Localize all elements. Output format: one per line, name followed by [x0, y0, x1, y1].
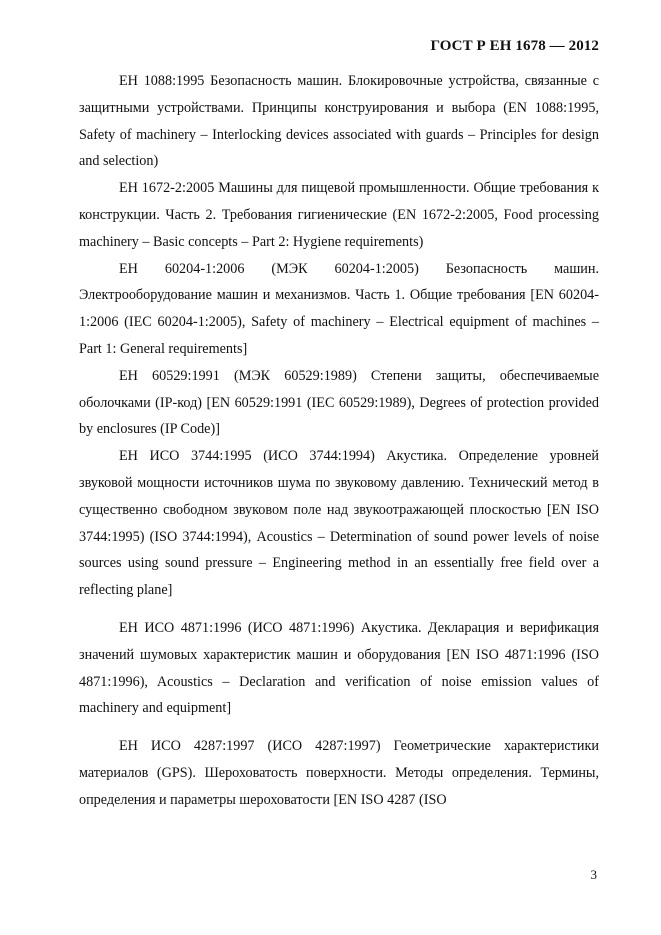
- document-header: ГОСТ Р ЕН 1678 — 2012: [430, 38, 599, 54]
- reference-en-iso-4871: ЕН ИСО 4871:1996 (ИСО 4871:1996) Акустика. Декларация и верификация значений шумовых характеристик машин и оборудования [EN ISO 4871:1996 (ISO 4871:1996), Acoustics – Declaration and verification of noise emission values of machinery and equipment]: [79, 619, 599, 717]
- page-number: 3: [590, 867, 597, 882]
- reference-en-iso-4287: ЕН ИСО 4287:1997 (ИСО 4287:1997) Геометрические характеристики материалов (GPS). Шероховатость поверхности. Методы определения. Термины, определения и параметры шероховатости [EN ISO 4287 (ISO: [79, 738, 599, 808]
- reference-en-iso-3744: ЕН ИСО 3744:1995 (ИСО 3744:1994) Акустика. Определение уровней звуковой мощности источников шума по звуковому давлению. Технический метод в существенно свободном звуковом поле над звукоотражающей плоскостью [EN ISO 3744:1995) (ISO 3744:1994), Acoustics – Determination of sound power levels of noise sources using sound pressure – Engineering method in an essentially free field over a reflecting plane]: [79, 448, 599, 599]
- reference-en-60529: ЕН 60529:1991 (МЭК 60529:1989) Степени защиты, обеспечиваемые оболочками (IP-код) [EN 60529:1991 (IEC 60529:1989), Degrees of protection provided by enclosures (IP Code)]: [79, 367, 599, 438]
- reference-en-60204-1: ЕН 60204-1:2006 (МЭК 60204-1:2005) Безопасность машин. Электрооборудование машин и механизмов. Часть 1. Общие требования [EN 60204-1:2006 (IEC 60204-1:2005), Safety of machinery – Electrical equipment of machines – Part 1: General requirements]: [79, 260, 599, 357]
- normative-references: [79, 68, 599, 814]
- reference-en-1088: ЕН 1088:1995 Безопасность машин. Блокировочные устройства, связанные с защитными устройствами. Принципы конструирования и выбора (EN 1088:1995, Safety of machinery – Interlocking devices associated with guards – Principles for design and selection): [79, 73, 599, 170]
- reference-en-1672-2: ЕН 1672-2:2005 Машины для пищевой промышленности. Общие требования к конструкции. Часть 2. Требования гигиенические (EN 1672-2:2005, Food processing machinery – Basic concepts – Part 2: Hygiene requirements): [79, 180, 599, 250]
